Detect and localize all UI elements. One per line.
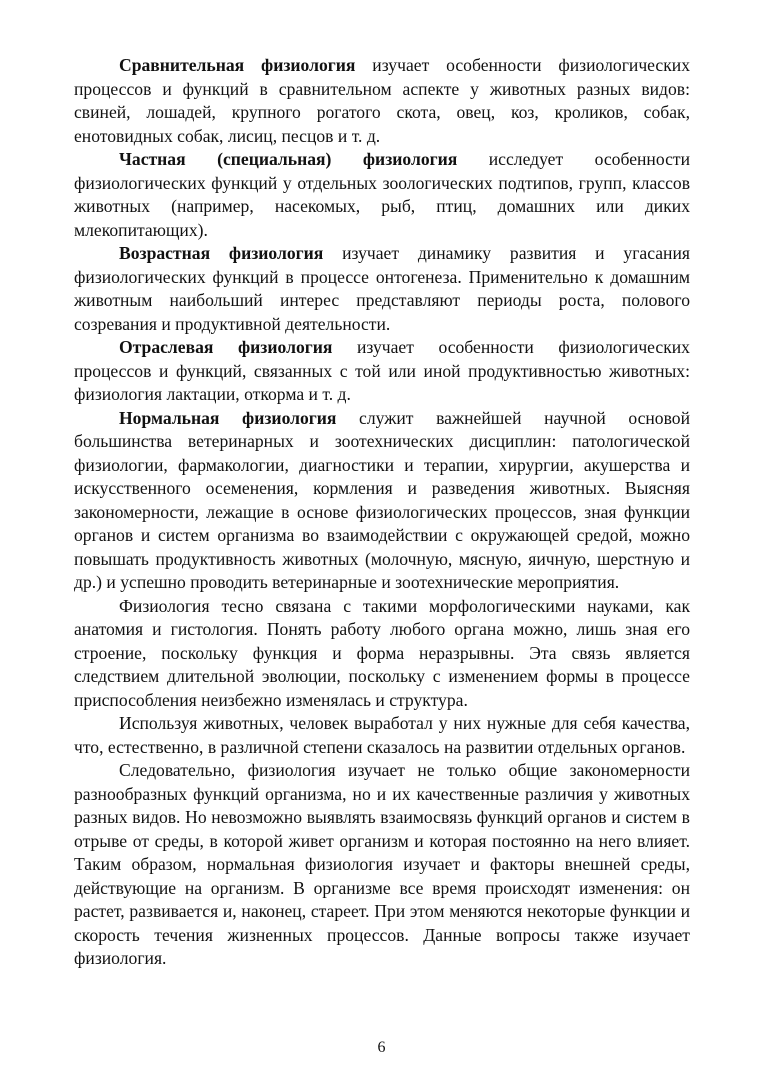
- paragraph-text: исследует особенности физиологических функций у отдельных зоологических подтипов, групп, классов животных (например, насекомых, рыб, птиц, домашних или диких млекопитающих).: [74, 149, 690, 240]
- paragraph-branch-physiology: [74, 336, 690, 407]
- paragraph-text: Физиология тесно связана с такими морфологическими науками, как анатомия и гистология. Понять работу любого органа можно, лишь зная его строение, поскольку функция и форма неразрывны. Эта связь является следствием длительной эволюции, поскольку с изменением формы в процессе приспособления неизбежно изменялась и структура.: [74, 595, 690, 710]
- term-age-physiology: Возрастная физиология: [119, 243, 324, 263]
- paragraph-text: изучает особенности физиологических процессов и функций в сравнительном аспекте у животных разных видов: свиней, лошадей, крупного рогатого скота, овец, коз, кроликов, собак, енотовидных собак, лисиц, песцов и т. д.: [74, 55, 690, 146]
- term-special-physiology: Частная (специальная) физиология: [119, 149, 458, 169]
- paragraph-text: Следовательно, физиология изучает не только общие закономерности разнообразных функций организма, но и их качественные различия у животных разных видов. Но невозможно выявлять взаимосвязь функций органов и систем в отрыве от среды, в которой живет организм и которая постоянно на него влияет. Таким образом, нормальная физиология изучает и факторы внешней среды, действующие на организм. В организме все время происходят изменения: он растет, развивается и, наконец, стареет. При этом меняются некоторые функции и скорость течения жизненных процессов. Данные вопросы также изучает физиология.: [74, 760, 690, 968]
- paragraph-text: служит важнейшей научной основой большинства ветеринарных и зоотехнических дисциплин: патологической физиологии, фармакологии, диагностики и терапии, хирургии, акушерства и искусственного осеменения, кормления и разведения животных. Выясняя закономерности, лежащие в основе физиологических процессов, зная функции органов и систем организма во взаимодействии с окружающей средой, можно повышать продуктивность животных (молочную, мясную, яичную, шерстную и др.) и успешно проводить ветеринарные и зоотехнические мероприятия.: [74, 407, 690, 592]
- paragraph-morphology-link: [74, 595, 690, 713]
- paragraph-conclusion: [74, 759, 690, 971]
- paragraph-age-physiology: [74, 242, 690, 336]
- paragraph-comparative-physiology: [74, 54, 690, 148]
- paragraph-normal-physiology: [74, 407, 690, 595]
- paragraph-text: изучает особенности физиологических процессов и функций, связанных с той или иной продуктивностью животных: физиология лактации, откорма и т. д.: [74, 337, 690, 404]
- term-comparative-physiology: Сравнительная физиология: [119, 55, 356, 75]
- page-number: 6: [377, 1039, 386, 1056]
- paragraph-text: Используя животных, человек выработал у них нужные для себя качества, что, естественно, в различной степени сказалось на развитии отдельных органов.: [74, 713, 690, 757]
- term-branch-physiology: Отраслевая физиология: [119, 337, 333, 357]
- page-body: [74, 54, 690, 971]
- paragraph-special-physiology: [74, 148, 690, 242]
- paragraph-domestication: [74, 712, 690, 759]
- term-normal-physiology: Нормальная физиология: [119, 407, 337, 428]
- paragraph-text: изучает динамику развития и угасания физиологических функций в процессе онтогенеза. Применительно к домашним животным наибольший интерес представляют периоды роста, полового созревания и продуктивной деятельности.: [74, 243, 690, 334]
